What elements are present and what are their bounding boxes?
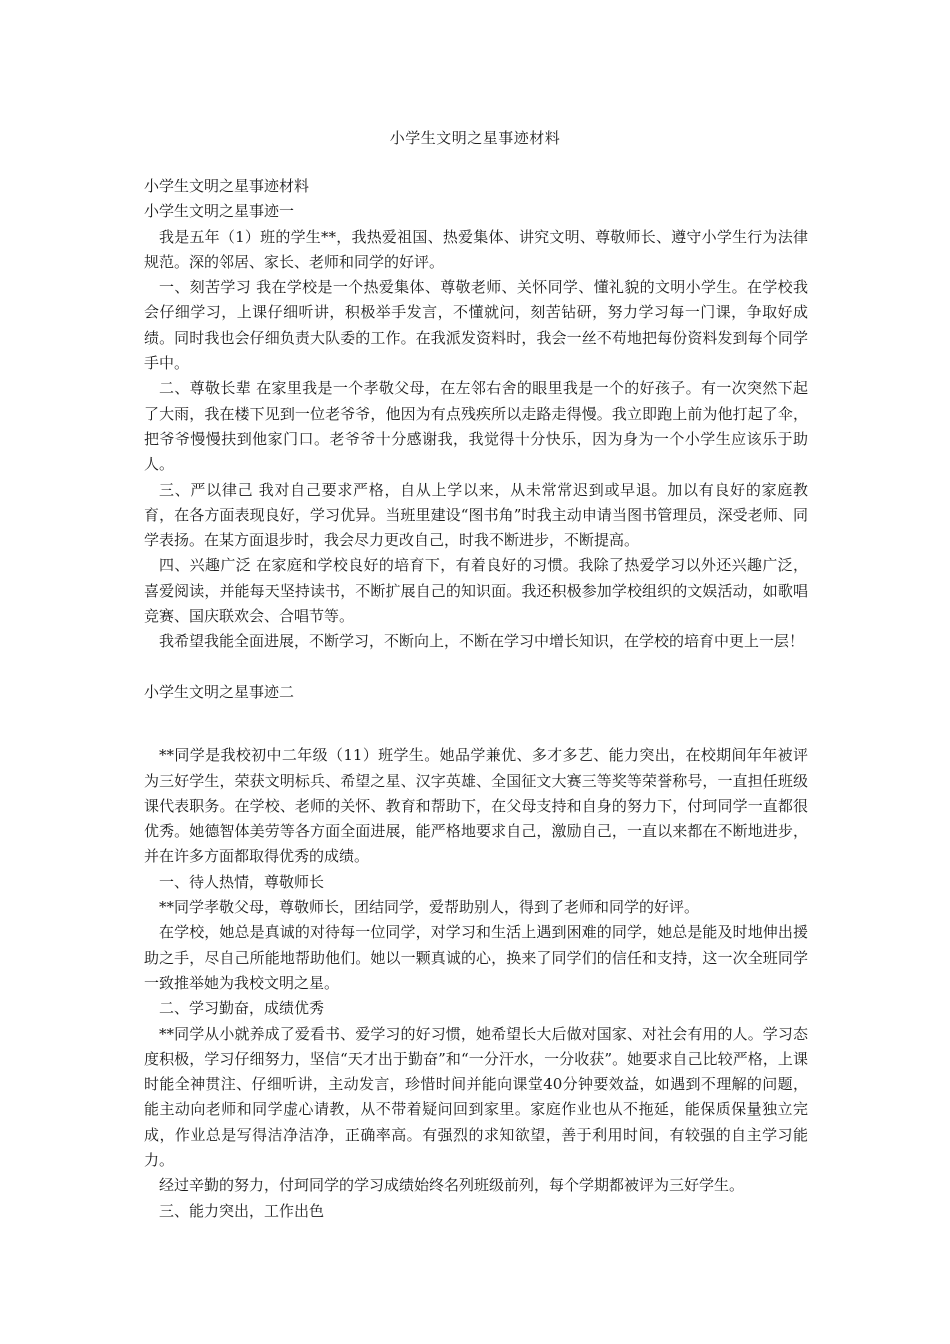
body-paragraph: 我是五年（1）班的学生**，我热爱祖国、热爱集体、讲究文明、尊敬师长、遵守小学生行为法律规范。深的邻居、家长、老师和同学的好评。 <box>144 227 808 271</box>
body-paragraph: 三、严以律己 我对自己要求严格，自从上学以来，从未常常迟到或早退。加以有良好的家庭教育，在各方面表现良好，学习优异。当班里建设“图书角”时我主动申请当图书管理员，深受老师、同学表扬。在某方面退步时，我会尽力更改自己，时我不断进步，不断提高。 <box>144 480 808 550</box>
body-paragraph: 二、尊敬长辈 在家里我是一个孝敬父母，在左邻右舍的眼里我是一个的好孩子。有一次突然下起了大雨，我在楼下见到一位老爷爷，他因为有点残疾所以走路走得慢。我立即跑上前为他打起了伞，把爷爷慢慢扶到他家门口。老爷爷十分感谢我，我觉得十分快乐，因为身为一个小学生应该乐于助人。 <box>144 379 808 474</box>
point-heading: 一、待人热情，尊敬师长 <box>159 872 325 891</box>
body-paragraph: **同学是我校初中二年级（11）班学生。她品学兼优、多才多艺、能力突出，在校期间年年被评为三好学生，荣获文明标兵、希望之星、汉字英雄、全国征文大赛三等奖等荣誉称号，一直担任班级课代表职务。在学校、老师的关怀、教育和帮助下，在父母支持和自身的努力下，付珂同学一直都很优秀。她德智体美劳等各方面全面进展，能严格地要求自己，激励自己，一直以来都在不断地进步，并在许多方面都取得优秀的成绩。 <box>144 746 808 866</box>
body-paragraph: 在学校，她总是真诚的对待每一位同学，对学习和生活上遇到困难的同学，她总是能及时地伸出援助之手，尽自己所能地帮助他们。她以一颗真诚的心，换来了同学们的信任和支持，这一次全班同学一致推举她为我校文明之星。 <box>144 923 808 992</box>
body-paragraph: 四、兴趣广泛 在家庭和学校良好的培育下，有着良好的习惯。我除了热爱学习以外还兴趣广泛，喜爱阅读，并能每天坚持读书，不断扩展自己的知识面。我还积极参加学校组织的文娱活动，如歌唱竞赛、国庆联欢会、合唱节等。 <box>144 556 808 626</box>
document-title: 小学生文明之星事迹材料 <box>389 129 561 147</box>
section-heading: 小学生文明之星事迹材料 <box>144 177 310 195</box>
point-heading: 三、能力突出，工作出色 <box>159 1201 325 1220</box>
body-paragraph: 经过辛勤的努力，付珂同学的学习成绩始终名列班级前列，每个学期都被评为三好学生。 <box>159 1176 745 1195</box>
spacer <box>144 655 808 680</box>
body-paragraph: 我希望我能全面进展，不断学习，不断向上，不断在学习中增长知识，在学校的培育中更上一层！ <box>159 632 805 651</box>
subsection-heading: 小学生文明之星事迹一 <box>144 202 295 221</box>
body-paragraph: 一、刻苦学习 我在学校是一个热爱集体、尊敬老师、关怀同学、懂礼貌的文明小学生。在学校我会仔细学习，上课仔细听讲，积极举手发言，不懂就问，刻苦钻研，努力学习每一门课，争取好成绩。同时我也会仔细负责大队委的工作。在我派发资料时，我会一丝不苟地把每份资料发到每个同学手中。 <box>144 278 808 373</box>
document-body <box>144 174 808 1224</box>
spacer <box>144 705 808 743</box>
body-paragraph: **同学孝敬父母，尊敬师长，团结同学，爱帮助别人，得到了老师和同学的好评。 <box>159 898 700 917</box>
point-heading: 二、学习勤奋，成绩优秀 <box>159 999 325 1018</box>
subsection-heading: 小学生文明之星事迹二 <box>144 682 295 701</box>
body-paragraph: **同学从小就养成了爱看书、爱学习的好习惯，她希望长大后做对国家、对社会有用的人。学习态度积极，学习仔细努力，坚信“天才出于勤奋”和“一分汗水，一分收获”。她要求自己比较严格，上课时能全神贯注、仔细听讲，主动发言，珍惜时间并能向课堂40分钟要效益，如遇到不理解的问题，能主动向老师和同学虚心请教，从不带着疑问回到家里。家庭作业也从不拖延，能保质保量独立完成，作业总是写得洁净洁净，正确率高。有强烈的求知欲望，善于利用时间，有较强的自主学习能力。 <box>144 1024 808 1169</box>
